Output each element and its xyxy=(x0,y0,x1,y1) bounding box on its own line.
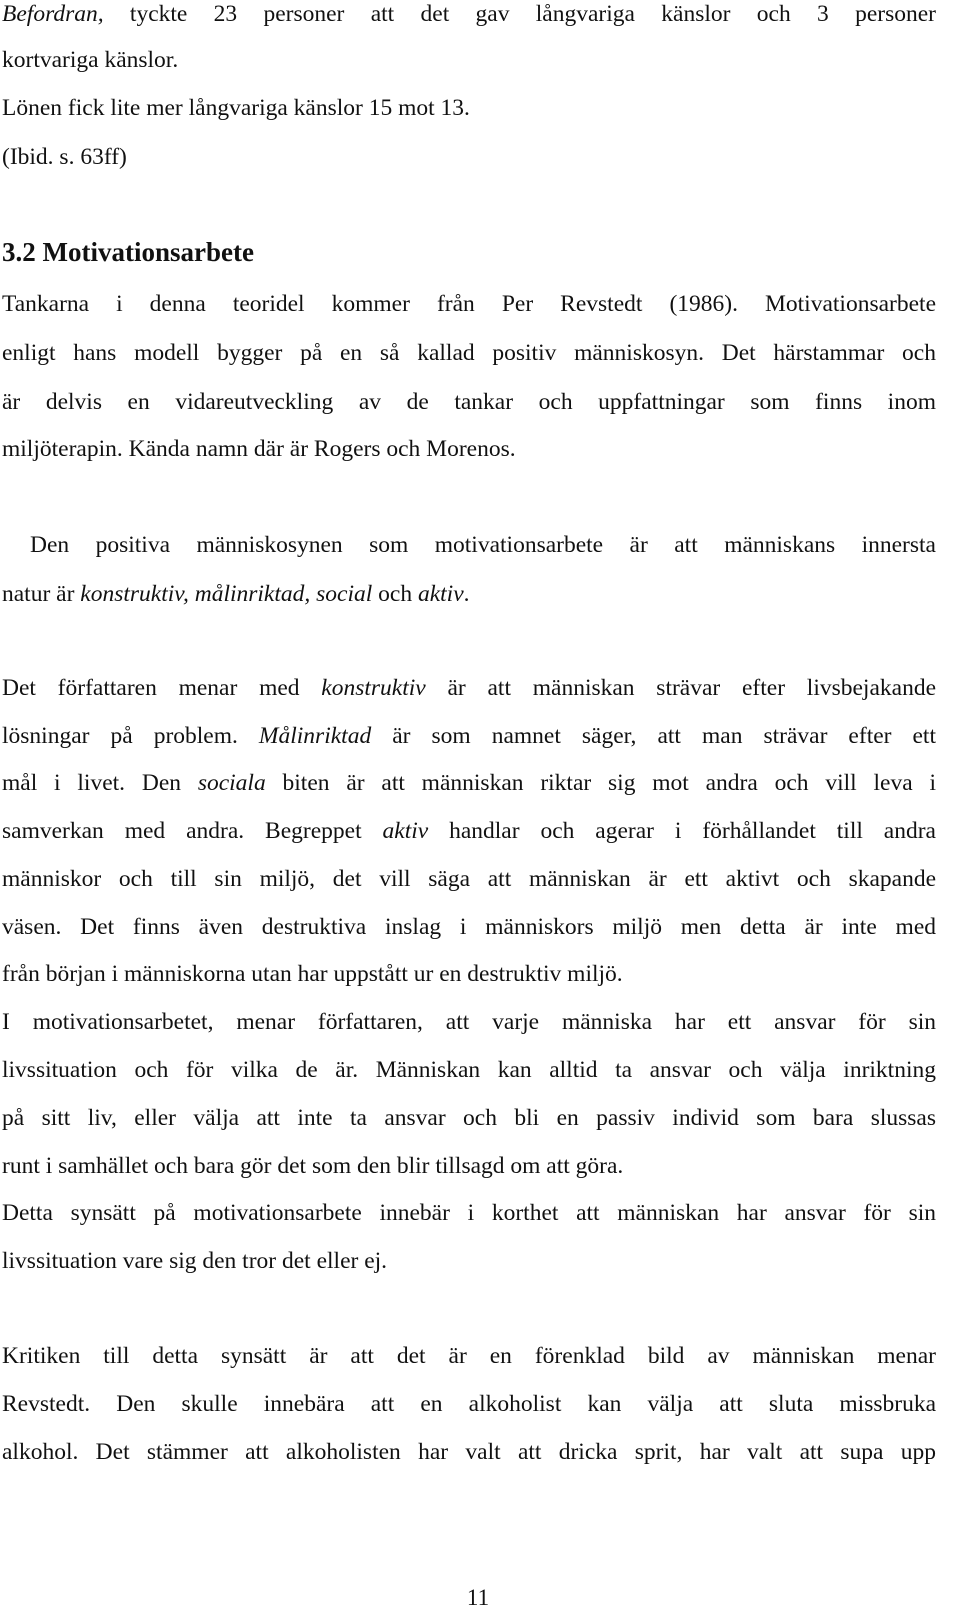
p3-text: är som namnet säger, att man strävar efter ett xyxy=(371,723,936,749)
intro-line-1-text: tyckte 23 personer att det gav långvariga känslor och 3 personer xyxy=(103,1,936,27)
p3-text: lösningar på problem. xyxy=(2,723,259,749)
paragraph-5-line-2: livssituation vare sig den tror det eller ej. xyxy=(2,1248,388,1274)
p3-text: handlar och agerar i förhållandet till andra xyxy=(428,818,936,844)
p3-italic-term: aktiv xyxy=(382,818,429,844)
paragraph-1-line-3: är delvis en vidareutveckling av de tankar och uppfattningar som finns inom xyxy=(2,389,936,415)
paragraph-1-line-1: Tankarna i denna teoridel kommer från Per Revstedt (1986). Motivationsarbete xyxy=(2,291,936,317)
intro-line-1 xyxy=(2,0,936,28)
paragraph-3-line-2 xyxy=(2,722,936,750)
paragraph-2-line-2 xyxy=(2,580,936,608)
p2-text: . xyxy=(463,581,470,607)
paragraph-1-line-2: enligt hans modell bygger på en så kallad positiv människosyn. Det härstammar och xyxy=(2,340,936,366)
paragraph-3-line-7: från början i människorna utan har uppstått ur en destruktiv miljö. xyxy=(2,961,623,987)
p3-text: biten är att människan riktar sig mot andra och vill leva i xyxy=(265,770,936,796)
paragraph-3-line-3 xyxy=(2,769,936,797)
paragraph-4-line-4: runt i samhället och bara gör det som den blir tillsagd om att göra. xyxy=(2,1153,624,1179)
intro-italic-term: Befordran, xyxy=(2,1,104,27)
paragraph-4-line-1: I motivationsarbetet, menar författaren, att varje människa har ett ansvar för sin xyxy=(2,1009,936,1035)
paragraph-6-line-1: Kritiken till detta synsätt är att det är en förenklad bild av människan menar xyxy=(2,1343,936,1369)
p3-italic-term: Målinriktad xyxy=(258,723,372,749)
p3-text: samverkan med andra. Begreppet xyxy=(2,818,383,844)
p2-text: och xyxy=(372,581,418,607)
p2-italic-term: aktiv xyxy=(417,581,464,607)
intro-citation: (Ibid. s. 63ff) xyxy=(2,144,127,170)
p3-italic-term: konstruktiv xyxy=(321,675,426,701)
intro-line-2: kortvariga känslor. xyxy=(2,47,179,73)
paragraph-1-line-4: miljöterapin. Kända namn där är Rogers och Morenos. xyxy=(2,436,516,462)
p2-text: natur är xyxy=(2,581,81,607)
p3-text: mål i livet. Den xyxy=(2,770,198,796)
p2-italic-terms: konstruktiv, målinriktad, social xyxy=(80,581,373,607)
paragraph-4-line-2: livssituation och för vilka de är. Människan kan alltid ta ansvar och välja inriktning xyxy=(2,1057,936,1083)
paragraph-3-line-5: människor och till sin miljö, det vill säga att människan är ett aktivt och skapande xyxy=(2,866,936,892)
p3-text: är att människan strävar efter livsbejakande xyxy=(425,675,936,701)
paragraph-3-line-4 xyxy=(2,817,936,845)
paragraph-4-line-3: på sitt liv, eller välja att inte ta ansvar och bli en passiv individ som bara slussas xyxy=(2,1105,936,1131)
paragraph-3-line-6: väsen. Det finns även destruktiva inslag i människors miljö men detta är inte med xyxy=(2,914,936,940)
intro-line-3: Lönen fick lite mer långvariga känslor 15 mot 13. xyxy=(2,95,470,121)
paragraph-6-line-3: alkohol. Det stämmer att alkoholisten har valt att dricka sprit, har valt att supa upp xyxy=(2,1439,936,1465)
paragraph-3-line-1 xyxy=(2,674,936,702)
paragraph-2-line-1: Den positiva människosynen som motivationsarbete är att människans innersta xyxy=(30,532,936,558)
p3-italic-term: sociala xyxy=(197,770,266,796)
paragraph-5-line-1: Detta synsätt på motivationsarbete innebär i korthet att människan har ansvar för sin xyxy=(2,1200,936,1226)
paragraph-6-line-2: Revstedt. Den skulle innebära att en alkoholist kan välja att sluta missbruka xyxy=(2,1391,936,1417)
p3-text: Det författaren menar med xyxy=(2,675,322,701)
section-heading: 3.2 Motivationsarbete xyxy=(2,237,254,267)
page-number: 11 xyxy=(466,1585,490,1610)
